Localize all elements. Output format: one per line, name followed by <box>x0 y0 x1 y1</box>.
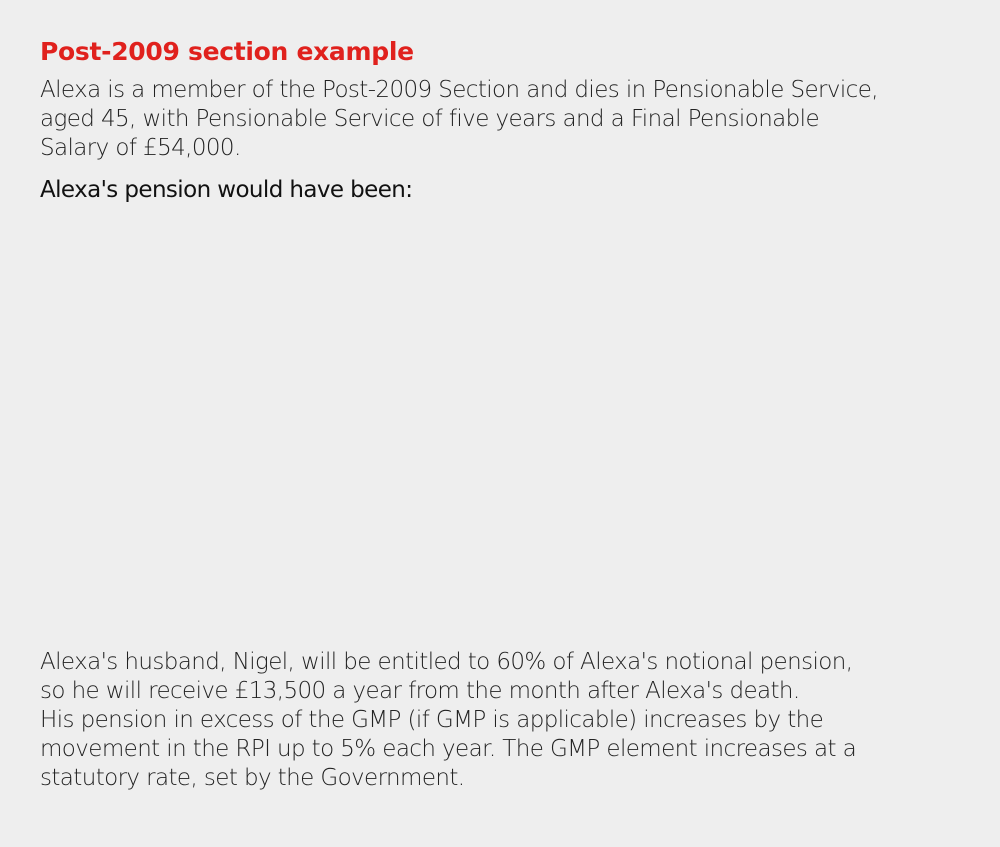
intro-line: aged 45, with Pensionable Service of five years and a Final Pensionable <box>40 106 819 132</box>
pension-subheading: Alexa's pension would have been: <box>40 177 413 203</box>
outcome-line: statutory rate, set by the Government. <box>40 765 465 791</box>
outcome-line: movement in the RPI up to 5% each year. The GMP element increases at a <box>40 736 857 762</box>
intro-line: Salary of £54,000. <box>40 135 241 161</box>
calculation-figure-area <box>40 240 970 640</box>
outcome-line: Alexa's husband, Nigel, will be entitled to 60% of Alexa's notional pension, <box>40 649 853 675</box>
outcome-paragraph <box>40 648 980 793</box>
outcome-line: His pension in excess of the GMP (if GMP is applicable) increases by the <box>40 707 824 733</box>
outcome-line: so he will receive £13,500 a year from the month after Alexa's death. <box>40 678 800 704</box>
intro-paragraph <box>40 76 970 163</box>
intro-line: Alexa is a member of the Post-2009 Section and dies in Pensionable Service, <box>40 77 878 103</box>
document-page <box>40 34 970 205</box>
section-heading: Post-2009 section example <box>40 37 414 66</box>
